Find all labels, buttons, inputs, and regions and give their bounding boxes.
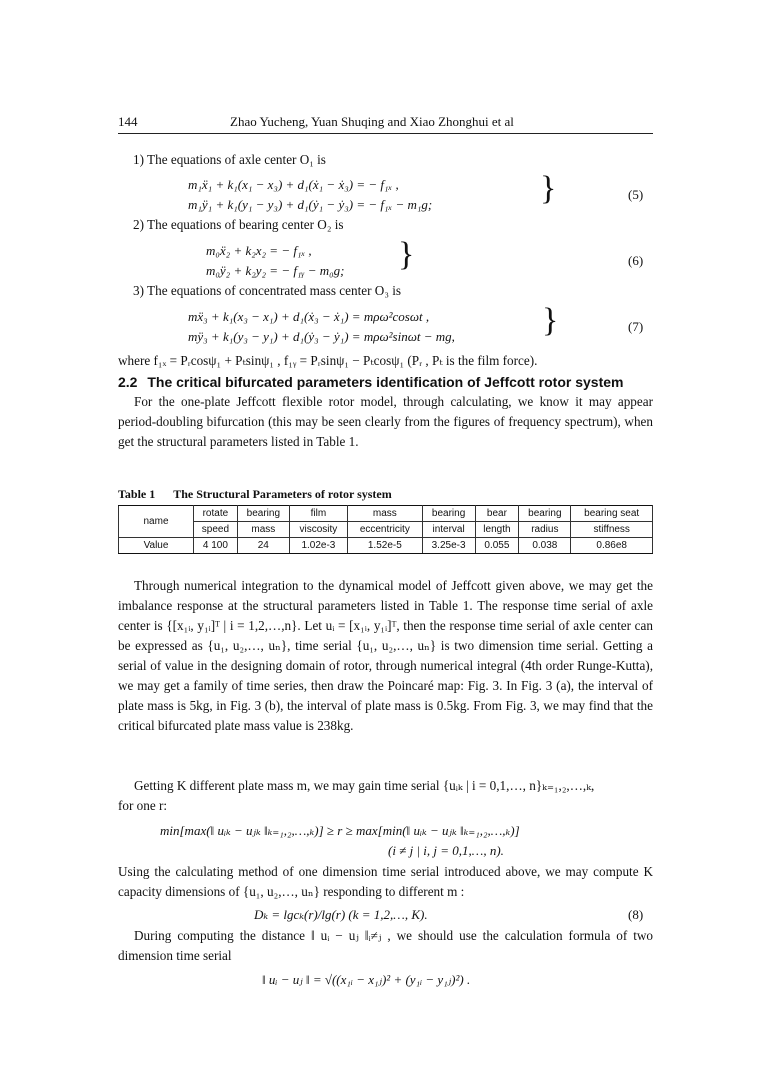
table-cell: 0.055 (475, 538, 519, 554)
min-max-condition: (i ≠ j | i, j = 0,1,…, n). (388, 843, 504, 858)
col-header-top: rotate (194, 506, 238, 522)
col-header-bottom: radius (519, 522, 571, 538)
table-cell: 4 100 (194, 538, 238, 554)
header-authors: Zhao Yucheng, Yuan Shuqing and Xiao Zhonghui et al (230, 114, 514, 129)
paragraph-3-line1: Getting K different plate mass m, we may gain time serial {uᵢₖ | i = 0,1,…, n}ₖ₌₁,₂,…,ₖ, (134, 778, 595, 793)
table-caption (118, 487, 392, 502)
paragraph-4: Using the calculating method of one dimension time serial introduced above, we may compute K capacity dimensions of {u₁, u₂,…, uₙ} responding to different m : (118, 864, 653, 899)
axle-center-intro: 1) The equations of axle center O₁ is (133, 152, 326, 167)
header-rule (118, 133, 653, 134)
eq6-line1: m₀ẍ₂ + k₂x₂ = − f₁ₓ , (206, 243, 312, 258)
table-cell: 24 (237, 538, 289, 554)
where-line: where f₁ₓ = Pᵣcosψ₁ + Pₜsinψ₁ , f₁ᵧ = Pᵣsinψ₁ − Pₜcosψ₁ (Pᵣ , Pₜ is the film force). (118, 353, 538, 368)
col-header-top: bearing seat (571, 506, 653, 522)
eq5-line1: m₁ẍ₁ + k₁(x₁ − x₃) + d₁(ẋ₁ − ẋ₃) = − f₁ₓ , (188, 177, 399, 192)
eq5-brace: } (540, 170, 557, 207)
distance-formula: ‖ uᵢ − uⱼ ‖ = √((x₁ᵢ − x₁ⱼ)² + (y₁ᵢ − y₁ⱼ)²) . (262, 972, 471, 987)
col-header-top: bear (475, 506, 519, 522)
table-cell: 0.038 (519, 538, 571, 554)
row-label: Value (119, 538, 194, 554)
eq7-line2: mÿ₃ + k₁(y₃ − y₁) + d₁(ẏ₃ − ẏ₁) = mρω²sinωt − mg, (188, 329, 455, 344)
col-header-bottom: length (475, 522, 519, 538)
table-header-row-2 (119, 522, 653, 538)
col-header-bottom: mass (237, 522, 289, 538)
col-header-top: bearing (422, 506, 475, 522)
col-header-bottom: viscosity (289, 522, 347, 538)
eq6-brace: } (398, 236, 415, 273)
eq6-number: (6) (628, 253, 644, 268)
section-heading (118, 374, 623, 390)
table-cell: 0.86e8 (571, 538, 653, 554)
table-cell: 1.02e-3 (289, 538, 347, 554)
col-header-bottom: interval (422, 522, 475, 538)
min-max-inequality: min[max(‖ uᵢₖ − uⱼₖ ‖ₖ₌₁,₂,…,ₖ)] ≥ r ≥ max[min(‖ uᵢₖ − uⱼₖ ‖ₖ₌₁,₂,…,ₖ)] (160, 823, 520, 838)
eq5-number: (5) (628, 187, 644, 202)
table-label: Table 1 (118, 487, 156, 501)
col-header-bottom: eccentricity (347, 522, 422, 538)
eq6-line2: m₀ÿ₂ + k₂y₂ = − f₁ᵧ − m₀g; (206, 263, 345, 278)
table-value-row (119, 538, 653, 554)
col-header-top: mass (347, 506, 422, 522)
mass-center-intro: 3) The equations of concentrated mass center O₃ is (133, 283, 402, 298)
name-header: name (119, 506, 194, 538)
parameters-table (118, 505, 653, 554)
table-title: The Structural Parameters of rotor system (173, 487, 392, 501)
col-header-bottom: speed (194, 522, 238, 538)
paragraph-2: Through numerical integration to the dynamical model of Jeffcott given above, we may get the imbalance response at the structural parameters listed in Table 1. The response time serial of axle center is {[x₁ᵢ, y₁ᵢ]ᵀ | i = 1,2,…,n}. Let uᵢ = [x₁ᵢ, y₁ᵢ]ᵀ, then the response time serial of axle center can be expressed as {u₁, u₂,…, uₙ}, time serial {u₁, u₂,…, uₙ} is two dimension time serial. Getting a serial of value in the designing domain of rotor, through numerical integral (4th order Runge-Kutta), we may get a family of time series, then draw the Poincaré map: Fig. 3. In Fig. 3 (a), the interval of plate mass is 5kg, in Fig. 3 (b), the interval of plate mass is 0.5kg. From Fig. 3, we may find that the critical bifurcated plate mass value is 238kg. (118, 578, 653, 733)
bearing-center-intro: 2) The equations of bearing center O₂ is (133, 217, 344, 232)
eq8: Dₖ = lgcₖ(r)/lg(r) (k = 1,2,…, K). (254, 907, 428, 922)
table-cell: 1.52e-5 (347, 538, 422, 554)
paragraph-3-line2: for one r: (118, 798, 168, 813)
section-title: The critical bifurcated parameters identification of Jeffcott rotor system (147, 374, 624, 390)
paragraph-1: For the one-plate Jeffcott flexible rotor model, through calculating, we know it may appear period-doubling bifurcation (this may be seen clearly from the figures of frequency spectrum), when get the structural parameters listed in Table 1. (118, 394, 653, 449)
eq5-line2: m₁ÿ₁ + k₁(y₁ − y₃) + d₁(ẏ₁ − ẏ₃) = − f₁ₓ − m₁g; (188, 197, 433, 212)
eq7-line1: mẍ₃ + k₁(x₃ − x₁) + d₁(ẋ₃ − ẋ₁) = mρω²cosωt , (188, 309, 430, 324)
table-cell: 3.25e-3 (422, 538, 475, 554)
page-number: 144 (118, 114, 138, 129)
eq8-number: (8) (628, 907, 644, 922)
col-header-top: bearing (519, 506, 571, 522)
table-header-row (119, 506, 653, 522)
col-header-top: bearing (237, 506, 289, 522)
paragraph-5: During computing the distance ‖ uᵢ − uⱼ ‖ᵢ≠ⱼ , we should use the calculation formula of two dimension time serial (118, 928, 653, 963)
eq7-brace: } (542, 302, 559, 339)
col-header-top: film (289, 506, 347, 522)
col-header-bottom: stiffness (571, 522, 653, 538)
eq7-number: (7) (628, 319, 644, 334)
section-number: 2.2 (118, 374, 138, 390)
